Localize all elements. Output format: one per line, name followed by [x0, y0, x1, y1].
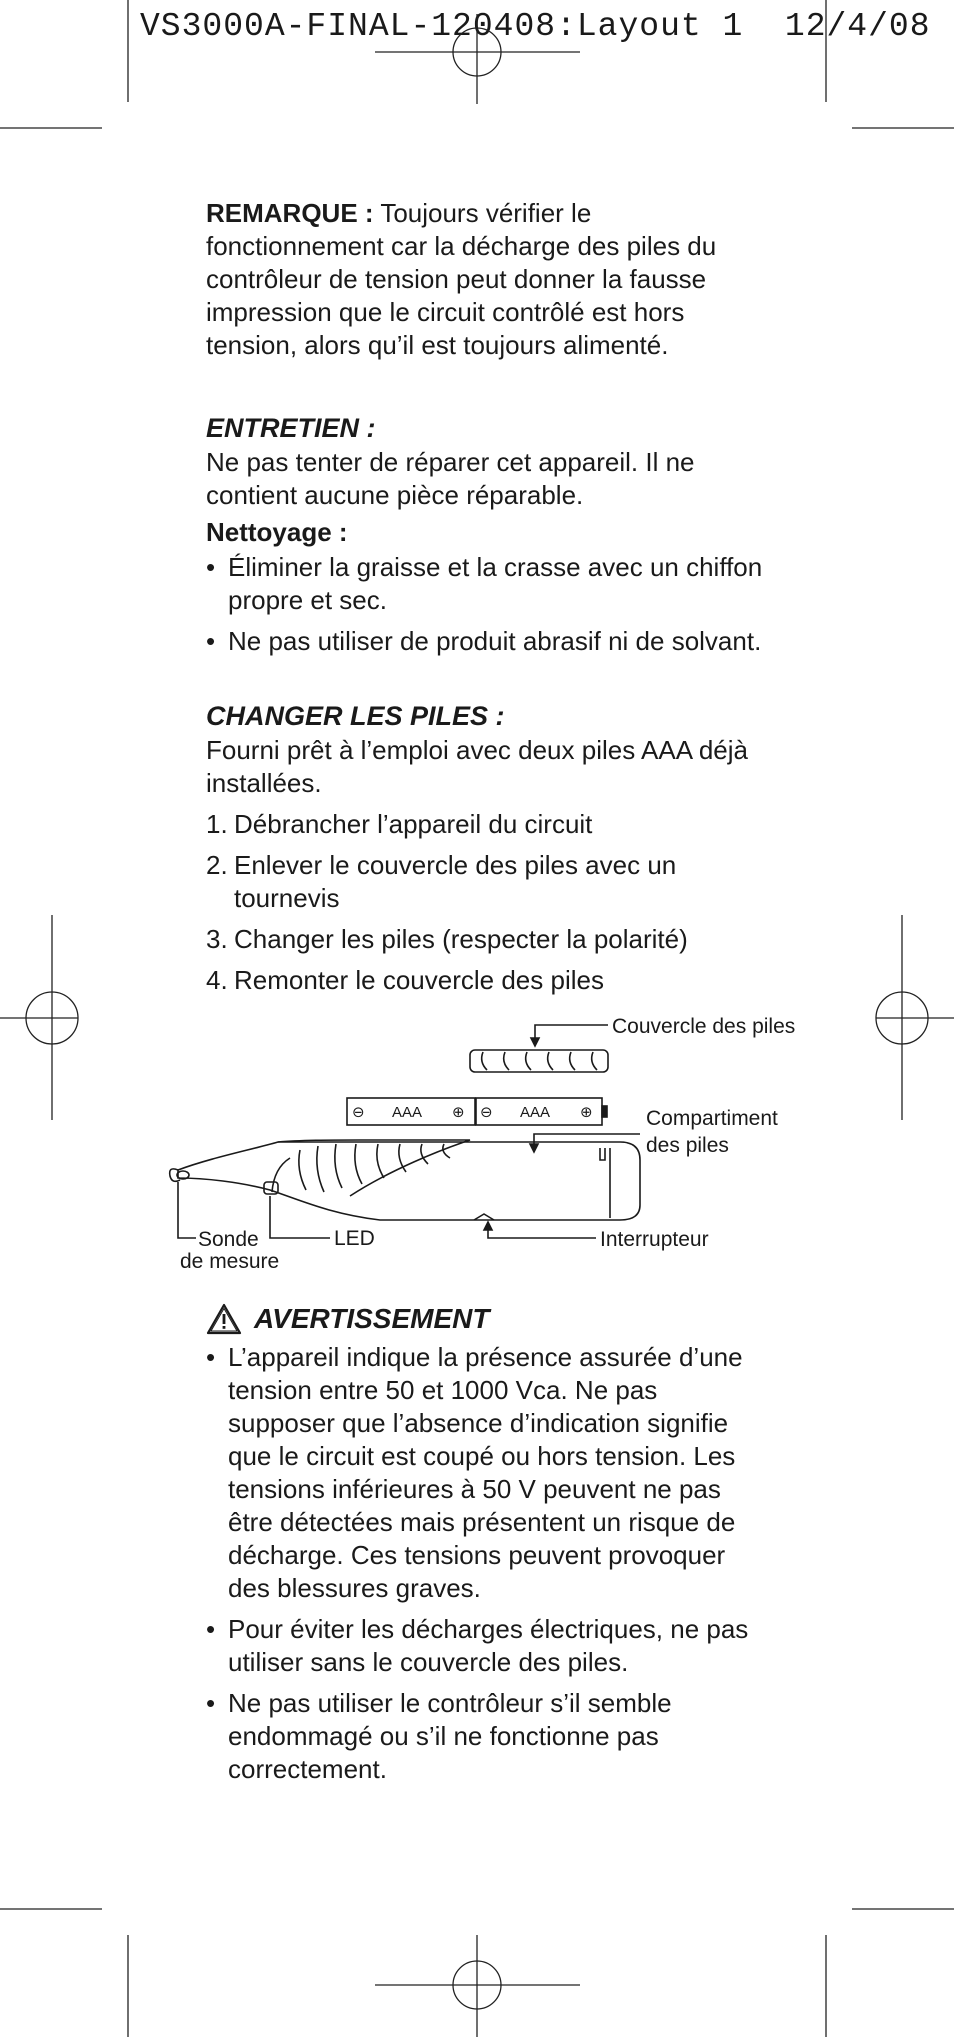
note-label: REMARQUE : — [206, 198, 374, 228]
compartment-label-line2: des piles — [646, 1134, 729, 1157]
cover-label: Couvercle des piles — [612, 1015, 796, 1038]
warning-heading — [206, 1302, 766, 1335]
tester-body — [178, 1140, 640, 1220]
warning-title: AVERTISSEMENT — [254, 1303, 490, 1334]
warning-list — [206, 1341, 766, 1786]
switch-nub — [474, 1214, 494, 1220]
switch-label: Interrupteur — [600, 1228, 709, 1251]
battery-1-plus: ⊕ — [452, 1104, 465, 1121]
list-item: • Ne pas utiliser de produit abrasif ni de solvant. — [206, 625, 766, 658]
step-text: Remonter le couvercle des piles — [234, 965, 604, 995]
list-item: • Ne pas utiliser le contrôleur s’il semble endommagé ou s’il ne fonctionne pas correctement. — [206, 1687, 766, 1786]
step-number: 3. — [206, 924, 228, 954]
cover-leader-line — [535, 1025, 608, 1042]
battery-2-plus: ⊕ — [580, 1104, 593, 1121]
step-number: 2. — [206, 850, 228, 880]
step-number: 1. — [206, 809, 228, 839]
warning-block — [206, 1302, 766, 1794]
list-item: • Pour éviter les décharges électriques, ne pas utiliser sans le couvercle des piles. — [206, 1613, 766, 1679]
warning-triangle-icon — [206, 1303, 242, 1335]
step-text: Changer les piles (respecter la polarité) — [234, 924, 688, 954]
battery-1-label: AAA — [392, 1104, 423, 1121]
batteries-intro: Fourni prêt à l’emploi avec deux piles AAA déjà installées. — [206, 735, 748, 798]
batteries-heading: CHANGER LES PILES : — [206, 701, 505, 731]
led-label: LED — [334, 1227, 375, 1250]
step-text: Enlever le couvercle des piles avec un tournevis — [234, 850, 677, 913]
probe-leader-line — [178, 1182, 196, 1238]
cleaning-subheading: Nettoyage : — [206, 517, 348, 547]
probe-label-line1: Sonde — [198, 1228, 259, 1251]
probe-label-line2: de mesure — [180, 1250, 280, 1273]
list-item: • Éliminer la graisse et la crasse avec un chiffon propre et sec. — [206, 551, 766, 617]
led-leader-line — [270, 1196, 330, 1238]
maintenance-intro: Ne pas tenter de réparer cet appareil. Il ne contient aucune pièce réparable. — [206, 447, 695, 510]
maintenance-heading: ENTRETIEN : — [206, 413, 376, 443]
note-text: Toujours vérifier le fonctionnement car la décharge des piles du contrôleur de tension peut donner la fausse impression que le circuit contrôlé est hors tension, alors qu’il est toujours alimenté. — [206, 198, 717, 360]
compartment-label-line1: Compartiment — [646, 1107, 778, 1130]
list-item: • L’appareil indique la présence assurée d’une tension entre 50 et 1000 Vca. Ne pas supposer que l’absence d’indication signifie que le circuit est coupé ou hors tension. Les tensions inférieures à 50 V peuvent ne pas être détectées mais présentent un risque de décharge. Ces tensions peuvent provoquer des blessures graves. — [206, 1341, 766, 1605]
slug-line: VS3000A-FINAL-120408:Layout 1 12/4/08 — [140, 8, 931, 45]
switch-leader-line — [488, 1226, 596, 1238]
battery-2-label: AAA — [520, 1104, 551, 1121]
battery-1-minus: ⊖ — [352, 1104, 365, 1121]
battery-cover — [470, 1050, 608, 1072]
step-text: Débrancher l’appareil du circuit — [234, 809, 593, 839]
step-number: 4. — [206, 965, 228, 995]
compartment-leader-line — [534, 1134, 640, 1148]
battery-2-minus: ⊖ — [480, 1104, 493, 1121]
